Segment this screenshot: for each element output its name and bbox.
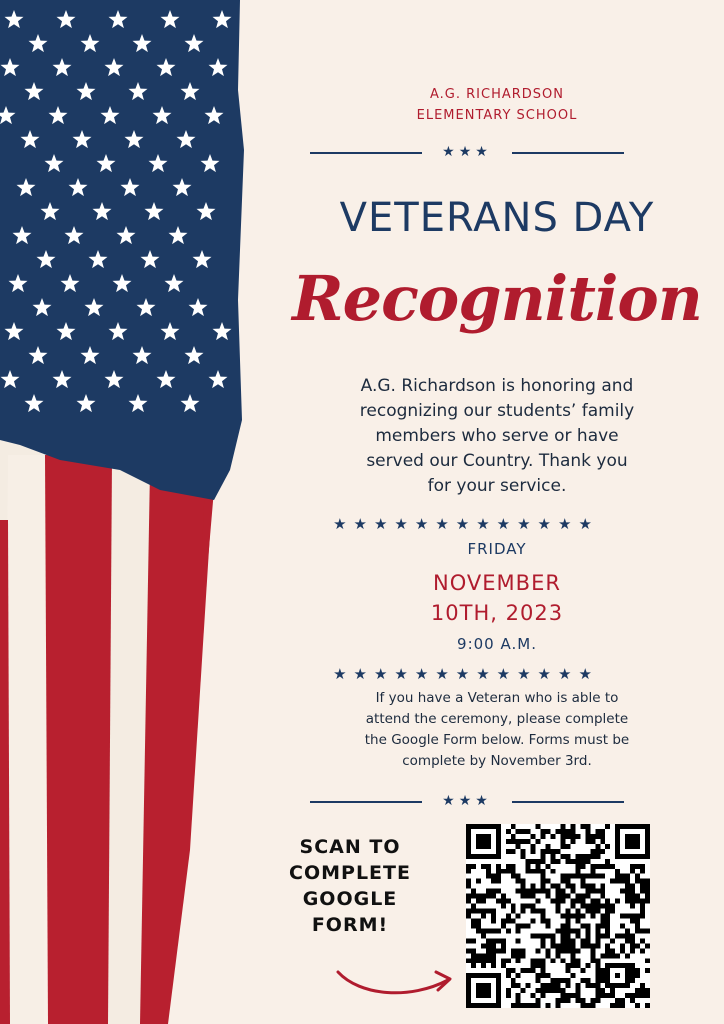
qr-code-icon[interactable] bbox=[466, 824, 650, 1008]
event-day: FRIDAY bbox=[467, 540, 527, 558]
school-name-line2: ELEMENTARY SCHOOL bbox=[416, 108, 578, 123]
intro-line: members who serve or have bbox=[375, 426, 619, 446]
main-content bbox=[270, 0, 724, 1024]
note-line: If you have a Veteran who is able to bbox=[375, 690, 619, 706]
star-icon: ★★★★★★★★★★★★★ bbox=[333, 515, 599, 533]
american-flag-icon bbox=[0, 0, 250, 1024]
note-line: attend the ceremony, please complete bbox=[365, 711, 629, 727]
intro-line: served our Country. Thank you bbox=[366, 451, 628, 471]
star-icon: ★★★ bbox=[442, 144, 492, 160]
school-name-line1: A.G. RICHARDSON bbox=[430, 87, 564, 102]
event-date bbox=[270, 568, 724, 628]
cta-line: GOOGLE bbox=[302, 888, 398, 910]
intro-line: recognizing our students’ family bbox=[359, 401, 635, 421]
intro-line: A.G. Richardson is honoring and bbox=[360, 376, 634, 396]
intro-text bbox=[270, 374, 724, 499]
top-divider bbox=[310, 145, 624, 159]
star-icon: ★★★★★★★★★★★★★ bbox=[333, 665, 599, 683]
intro-line: for your service. bbox=[427, 476, 567, 496]
note-line: complete by November 3rd. bbox=[402, 753, 592, 769]
cta-line: COMPLETE bbox=[289, 862, 411, 884]
note-line: the Google Form below. Forms must be bbox=[364, 732, 630, 748]
divider-line-right bbox=[512, 152, 624, 154]
bottom-divider bbox=[310, 794, 624, 808]
instructions-text bbox=[270, 688, 724, 772]
page-title: VETERANS DAY bbox=[339, 195, 655, 241]
star-icon: ★★★ bbox=[442, 793, 492, 809]
curved-arrow-icon bbox=[330, 958, 460, 1008]
cta-line: FORM! bbox=[311, 914, 389, 936]
divider-line-right bbox=[512, 801, 624, 803]
cta-line: SCAN TO bbox=[299, 836, 401, 858]
event-time: 9:00 A.M. bbox=[457, 635, 537, 653]
scan-cta bbox=[280, 834, 420, 938]
event-date-line1: NOVEMBER bbox=[433, 571, 561, 595]
school-name bbox=[270, 84, 724, 126]
event-date-line2: 10TH, 2023 bbox=[430, 601, 564, 625]
title-script: Recognition bbox=[292, 262, 702, 335]
